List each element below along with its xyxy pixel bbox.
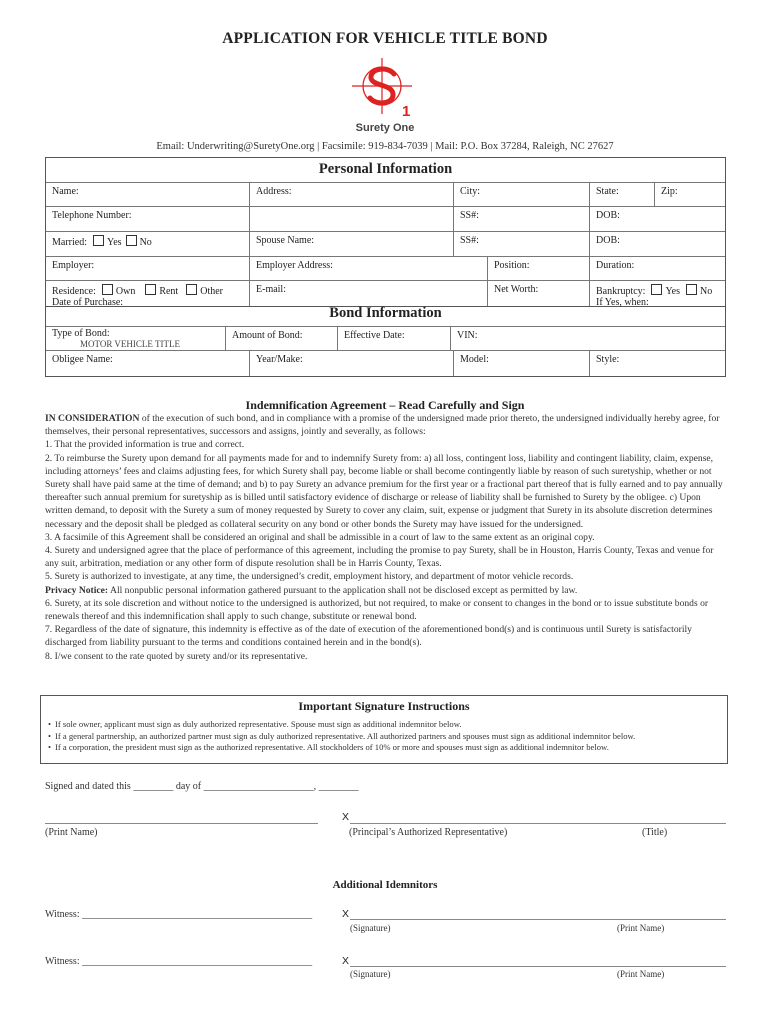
rent-checkbox[interactable]: [145, 284, 156, 295]
indemnification-text: IN CONSIDERATION of the execution of such bond, and in compliance with a promise of the undersigned made prior thereto, the undersigned individually hereby agree, for themselves, their personal representatives, successors and assigns, jointly and severally, as follows: 1. That the provided information is true and correct. 2. To reimburse the Surety upon demand for all payments made for and to indemnify Surety from: a) all loss, contingent loss, liability and contingent liability, claim, expense, including attorneys’ fees and claims adjusting fees, for which Surety shall pay, become liable or shall become contingently liable by reason of such suretyship, whether or not Surety shall have paid same at the time of demand; and b) to pay Surety an advance premium for the first year or a fractional part thereof that is fully earned and to pay annually thereafter such annual premium for suretyship as is billed until satisfactory evidence of discharge or release of liability shall be furnished to Surety by the obligee. c) Upon written demand, to deposit with the Surety a sum of money requested by Surety to cover any claim, suit, expense or judgment that Surety in its absolute discretion determines necessary and the deposit shall be pledged as collateral security on any bond or other bonds the Surety may have issued for the undersigned. 3. A facsimile of this Agreement shall be considered an original and shall be admissible in a court of law to the same extent as an original copy. 4. Surety and undersigned agree that the place of performance of this agreement, including the promise to pay Surety, shall be in Houston, Harris County, Texas and venue for any suit, arbitration, mediation or any other form of dispute resolution shall be in Harris County, Texas. 5. Surety is authorized to investigate, at any time, the undersigned’s credit, employment history, and department of motor vehicle records. Privacy Notice: All nonpublic personal information gathered pursuant to the application shall not be disclosed except as permitted by law. 6. Surety, at its sole discretion and without notice to the undersigned is authorized, but not required, to make or consent to changes in the bond or to issue substitute bonds or renewals thereof and this indemnification shall apply to such change, substitute or renewal bond. 7. Regardless of the date of signature, this indemnity is effective as of the date of execution of the aforementioned bond(s) and is continuous until Surety is satisfactorily discharged from liability pursuant to the terms and conditions contained herein and in the bond(s). 8. I/we consent to the rate quoted by surety and/or its representative.: [45, 413, 723, 662]
bankruptcy-yes-checkbox[interactable]: [651, 284, 662, 295]
spouse-name-field[interactable]: Spouse Name:: [250, 232, 454, 257]
print-name-label: (Print Name): [45, 827, 98, 838]
telephone-field[interactable]: Telephone Number:: [46, 207, 250, 232]
email-field[interactable]: E-mail:: [250, 281, 488, 306]
married-field: Married: Yes No: [46, 232, 250, 257]
vin-field[interactable]: VIN:: [451, 326, 725, 351]
instruction-item: • If a corporation, the president must sign as the authorized representative. All stockholders of 10% or more and spouses must sign as additional indemnitor below.: [55, 742, 727, 754]
address-field[interactable]: Address:: [250, 182, 454, 207]
ss-field[interactable]: SS#:: [454, 207, 590, 232]
contact-line: Email: Underwriting@SuretyOne.org | Facsimile: 919-834-7039 | Mail: P.O. Box 37284, Raleigh, NC 27627: [156, 141, 614, 152]
print-name-line[interactable]: [45, 823, 318, 824]
own-checkbox[interactable]: [102, 284, 113, 295]
personal-information-section: [45, 157, 726, 307]
indemnification-heading: Indemnification Agreement – Read Carefully and Sign: [245, 398, 525, 412]
spouse-ss-field[interactable]: SS#:: [454, 232, 590, 257]
duration-field[interactable]: Duration:: [590, 257, 725, 281]
name-field[interactable]: Name:: [46, 182, 250, 207]
surety-one-logo: [344, 56, 424, 118]
spouse-dob-field[interactable]: DOB:: [590, 232, 725, 257]
principal-signature-line[interactable]: [350, 823, 726, 824]
dob-field[interactable]: DOB:: [590, 207, 725, 232]
married-yes-checkbox[interactable]: [93, 235, 104, 246]
bankruptcy-no-checkbox[interactable]: [686, 284, 697, 295]
model-field[interactable]: Model:: [454, 351, 590, 376]
instruction-item: • If sole owner, applicant must sign as duly authorized representative. Spouse must sign as additional indemnitor below.: [55, 719, 727, 731]
other-checkbox[interactable]: [186, 284, 197, 295]
indemnitor-signature-line-1[interactable]: [350, 919, 726, 920]
personal-information-heading: Personal Information: [318, 161, 453, 177]
principal-label: (Principal’s Authorized Representative): [349, 827, 508, 838]
bond-information-section: [45, 304, 726, 377]
state-field[interactable]: State:: [590, 182, 655, 207]
effective-date-field[interactable]: Effective Date:: [338, 326, 451, 351]
bond-type-value: MOTOR VEHICLE TITLE: [80, 339, 180, 349]
style-field[interactable]: Style:: [596, 354, 620, 365]
additional-indemnitors-heading: Additional Idemnitors: [332, 879, 438, 891]
obligee-name-field[interactable]: Obligee Name:: [46, 351, 250, 376]
zip-field[interactable]: Zip:: [655, 182, 725, 207]
witness-line-2[interactable]: Witness: ______________________________________________: [45, 956, 313, 967]
signed-dated-line[interactable]: Signed and dated this ________ day of ______________________, ________: [45, 781, 359, 792]
signature-label-2: (Signature): [350, 969, 391, 979]
logo-digit: 1: [402, 103, 411, 118]
city-field[interactable]: City:: [454, 182, 590, 207]
date-of-purchase-label: Date of Purchase:: [52, 297, 124, 308]
residence-field: Residence: Own Rent Other Date of Purchase:: [46, 281, 250, 306]
signature-label-1: (Signature): [350, 923, 391, 933]
bankruptcy-field: Bankruptcy: Yes No If Yes, when:: [596, 286, 713, 308]
brand-name: Surety One: [355, 122, 415, 134]
signature-instructions-box: [40, 695, 728, 764]
position-field[interactable]: Position:: [488, 257, 590, 281]
year-make-field[interactable]: Year/Make:: [250, 351, 454, 376]
amount-of-bond-field[interactable]: Amount of Bond:: [226, 326, 338, 351]
witness-line-1[interactable]: Witness: ______________________________________________: [45, 909, 313, 920]
instruction-item: • If a general partnership, an authorized partner must sign as duly authorized representative. All authorized partners and spouses must sign as additional indemnitor below.: [55, 731, 727, 743]
indemnitor-signature-x-1: X: [342, 908, 350, 920]
principal-signature-x: X: [342, 811, 350, 823]
indemnitor-signature-line-2[interactable]: [350, 966, 726, 967]
type-of-bond-field: Type of Bond: MOTOR VEHICLE TITLE: [46, 326, 226, 351]
signature-instructions-heading: Important Signature Instructions: [298, 699, 470, 713]
blank-field[interactable]: [250, 207, 454, 232]
bond-information-heading: Bond Information: [329, 305, 442, 321]
page-title: APPLICATION FOR VEHICLE TITLE BOND: [222, 30, 548, 47]
print-name-label-3: (Print Name): [617, 969, 665, 979]
title-label: (Title): [642, 827, 668, 838]
net-worth-field[interactable]: Net Worth:: [488, 281, 590, 306]
print-name-label-2: (Print Name): [617, 923, 665, 933]
employer-field[interactable]: Employer:: [46, 257, 250, 281]
if-yes-when-label: If Yes, when:: [596, 297, 649, 308]
indemnitor-signature-x-2: X: [342, 955, 350, 967]
married-no-checkbox[interactable]: [126, 235, 137, 246]
employer-address-field[interactable]: Employer Address:: [250, 257, 488, 281]
